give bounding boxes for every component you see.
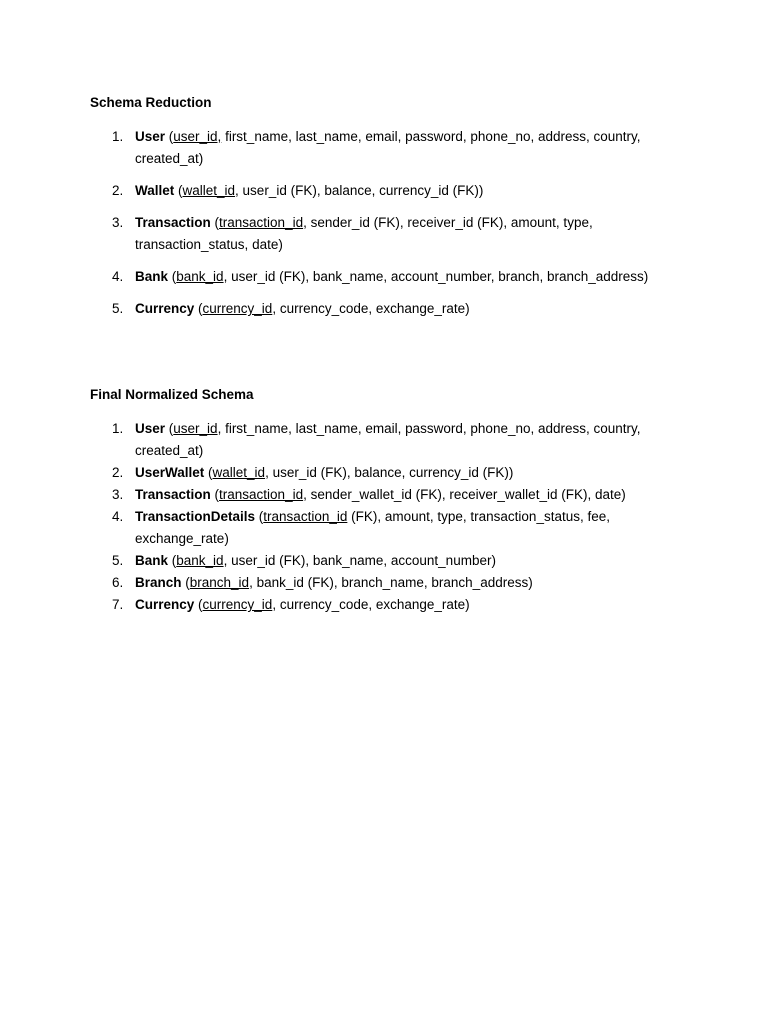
list-number: 3. [112, 215, 124, 230]
list-item [90, 462, 680, 484]
primary-key: wallet_id [182, 183, 236, 198]
schema-list [90, 126, 680, 320]
entity-name: Branch [135, 575, 182, 590]
primary-key: transaction_id [219, 487, 304, 502]
paren-open: ( [165, 129, 174, 144]
list-item [90, 550, 680, 572]
list-number: 6. [112, 575, 124, 590]
list-number: 4. [112, 269, 124, 284]
primary-key: transaction_id [263, 509, 348, 524]
list-item [90, 212, 680, 256]
paren-open: ( [204, 465, 213, 480]
attributes: , currency_code, exchange_rate) [272, 301, 470, 316]
list-item [90, 298, 680, 320]
list-item [90, 506, 680, 550]
entity-name: Wallet [135, 183, 175, 198]
entity-name: Currency [135, 301, 195, 316]
schema-list [90, 418, 680, 616]
paren-open: ( [174, 183, 183, 198]
list-number: 5. [112, 301, 124, 316]
entity-name: Transaction [135, 487, 211, 502]
attributes: , user_id (FK), bank_name, account_number) [223, 553, 496, 568]
paren-open: ( [168, 553, 177, 568]
primary-key: transaction_id [219, 215, 304, 230]
paren-open: ( [255, 509, 264, 524]
list-number: 2. [112, 465, 124, 480]
attributes: first_name, last_name, email, password, phone_no, address, country, created_at) [135, 129, 641, 166]
list-item [90, 572, 680, 594]
list-number: 4. [112, 509, 124, 524]
paren-open: ( [194, 597, 203, 612]
paren-open: ( [210, 215, 220, 230]
section-heading: Schema Reduction [90, 95, 212, 110]
entity-name: Bank [135, 553, 169, 568]
list-item [90, 180, 680, 202]
attributes: (FK), amount, type, transaction_status, fee, exchange_rate) [135, 509, 610, 546]
list-item [90, 418, 680, 462]
paren-open: ( [210, 487, 220, 502]
list-number: 1. [112, 129, 124, 144]
attributes: , user_id (FK), balance, currency_id (FK)) [235, 183, 484, 198]
primary-key: user_id, [173, 129, 222, 144]
list-number: 3. [112, 487, 124, 502]
paren-open: ( [165, 421, 174, 436]
schema-reduction-section [90, 94, 680, 330]
list-number: 2. [112, 183, 124, 198]
primary-key: bank_id [176, 269, 224, 284]
entity-name: Transaction [135, 215, 211, 230]
primary-key: wallet_id [212, 465, 266, 480]
primary-key: currency_id [202, 301, 273, 316]
entity-name: Currency [135, 597, 195, 612]
attributes: , sender_wallet_id (FK), receiver_wallet_id (FK), date) [303, 487, 626, 502]
paren-open: ( [194, 301, 203, 316]
entity-name: User [135, 421, 166, 436]
list-number: 1. [112, 421, 124, 436]
primary-key: user_id [173, 421, 218, 436]
primary-key: currency_id [202, 597, 273, 612]
list-item [90, 594, 680, 616]
entity-name: UserWallet [135, 465, 205, 480]
section-heading: Final Normalized Schema [90, 387, 254, 402]
entity-name: Bank [135, 269, 169, 284]
attributes: , sender_id (FK), receiver_id (FK), amount, type, transaction_status, date) [135, 215, 593, 252]
paren-open: ( [181, 575, 190, 590]
attributes: , bank_id (FK), branch_name, branch_address) [249, 575, 533, 590]
attributes: , currency_code, exchange_rate) [272, 597, 470, 612]
list-item [90, 484, 680, 506]
attributes: , first_name, last_name, email, password, phone_no, address, country, created_at) [135, 421, 641, 458]
list-item [90, 126, 680, 170]
entity-name: TransactionDetails [135, 509, 256, 524]
entity-name: User [135, 129, 166, 144]
primary-key: branch_id [189, 575, 250, 590]
list-number: 5. [112, 553, 124, 568]
final-normalized-schema-section [90, 386, 680, 616]
paren-open: ( [168, 269, 177, 284]
attributes: , user_id (FK), balance, currency_id (FK)) [265, 465, 514, 480]
attributes: , user_id (FK), bank_name, account_number, branch, branch_address) [223, 269, 649, 284]
primary-key: bank_id [176, 553, 224, 568]
list-number: 7. [112, 597, 124, 612]
list-item [90, 266, 680, 288]
